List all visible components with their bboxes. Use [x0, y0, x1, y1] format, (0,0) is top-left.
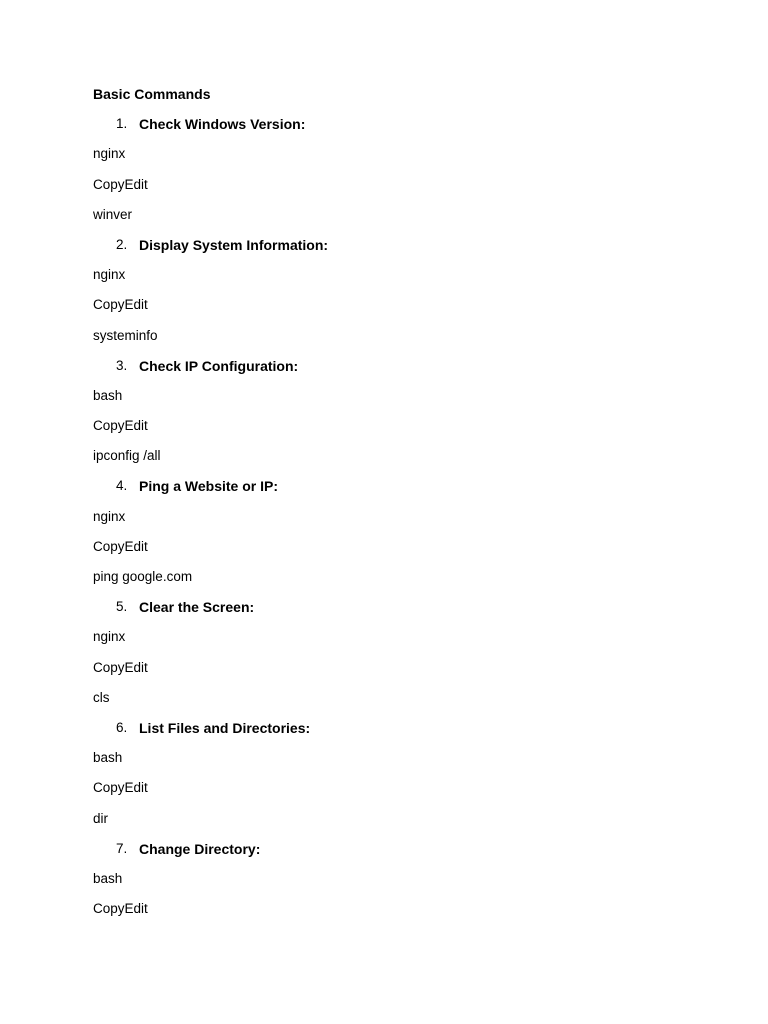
copy-edit-text: CopyEdit — [93, 297, 148, 313]
command-text: systeminfo — [93, 327, 158, 343]
code-language-label: nginx — [93, 508, 126, 524]
list-title: Display System Information: — [139, 236, 329, 253]
code-language-label: bash — [93, 870, 123, 886]
code-language-label: bash — [93, 387, 123, 403]
list-title: Check Windows Version: — [139, 116, 306, 133]
list-item-4 — [93, 478, 693, 494]
code-language-label: nginx — [93, 629, 126, 645]
copy-edit-text: CopyEdit — [93, 659, 148, 675]
list-number: 4. — [116, 478, 128, 494]
list-number: 6. — [116, 719, 128, 735]
list-title: Change Directory: — [139, 840, 261, 857]
list-title: Clear the Screen: — [139, 599, 255, 616]
list-number: 2. — [116, 236, 128, 252]
copy-edit-text: CopyEdit — [93, 780, 148, 796]
list-item-7 — [93, 841, 693, 857]
list-item-5 — [93, 599, 693, 615]
command-text: ping google.com — [93, 569, 193, 584]
document-body — [93, 86, 693, 931]
list-item-1 — [93, 116, 693, 132]
list-item-2 — [93, 237, 693, 253]
command-text: winver — [93, 206, 133, 222]
list-title: Check IP Configuration: — [139, 357, 299, 374]
list-item-6 — [93, 720, 693, 736]
list-number: 1. — [116, 116, 128, 132]
copy-edit-text: CopyEdit — [93, 538, 148, 554]
command-text: dir — [93, 810, 109, 826]
copy-edit-text: CopyEdit — [93, 176, 148, 192]
section-heading: Basic Commands — [93, 86, 211, 102]
copy-edit-text: CopyEdit — [93, 901, 148, 917]
list-item-3 — [93, 358, 693, 374]
command-text: ipconfig /all — [93, 448, 161, 464]
code-language-label: nginx — [93, 146, 126, 162]
command-text: cls — [93, 689, 110, 705]
list-number: 5. — [116, 599, 128, 615]
list-number: 3. — [116, 357, 128, 373]
copy-edit-text: CopyEdit — [93, 418, 148, 434]
list-title: List Files and Directories: — [139, 719, 311, 736]
code-language-label: bash — [93, 750, 123, 766]
list-title: Ping a Website or IP: — [139, 478, 278, 495]
code-language-label: nginx — [93, 267, 126, 283]
list-number: 7. — [116, 840, 128, 856]
